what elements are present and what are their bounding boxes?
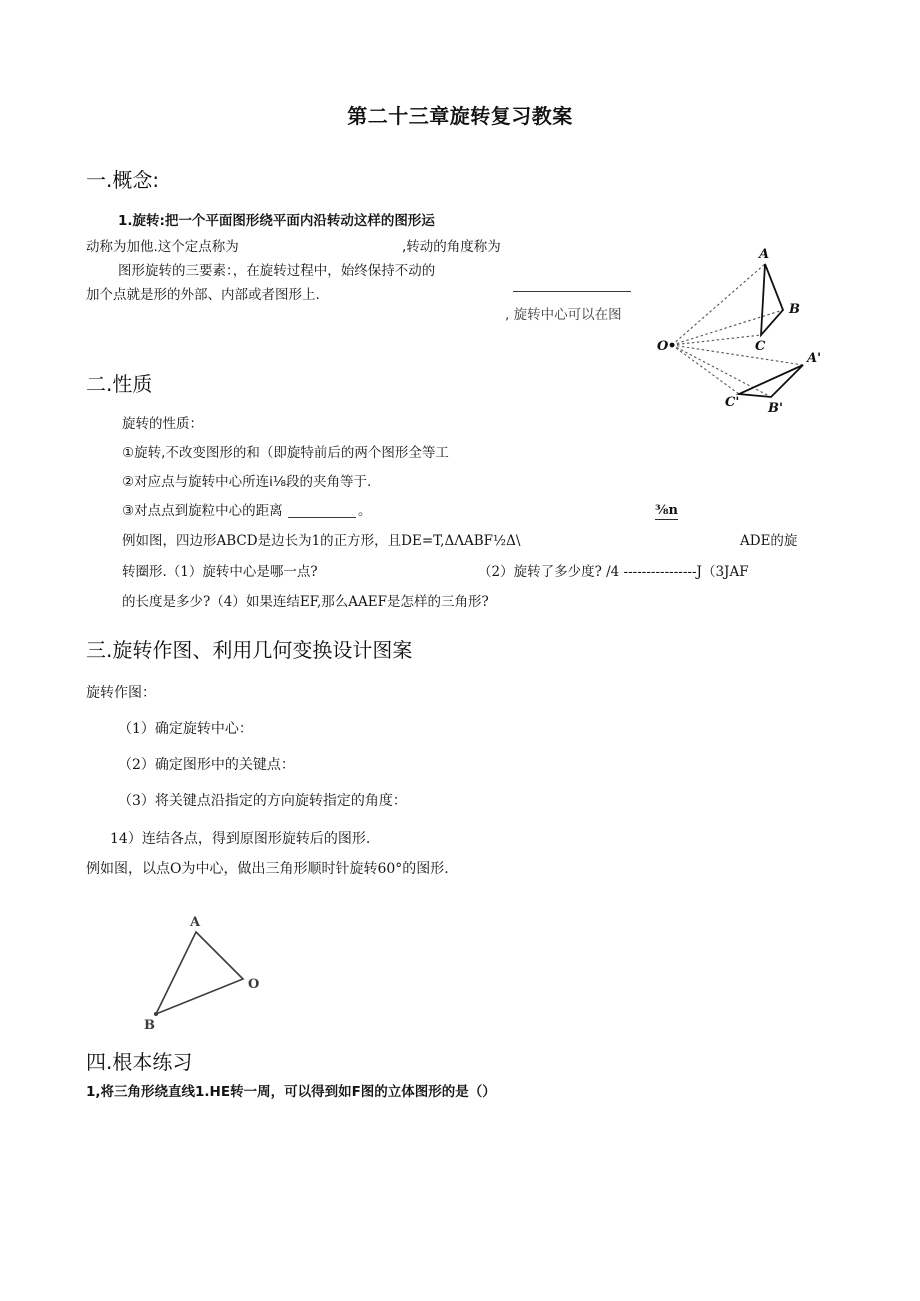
construction-step-2: （2）确定图形中的关键点： (118, 757, 295, 773)
property-item-2: ②对应点与旋转中心所连i⅛段的夹角等于. (122, 474, 372, 490)
rotation-diagram-figure (655, 242, 855, 422)
svg-text:C: C (755, 339, 766, 354)
property-example-line-3: （2）旋转了多少度? /4 ----------------J（3JAF (478, 564, 749, 580)
concept-line-1: 1.旋转:把一个平面图形绕平面内沿转动这样的图形运 (118, 213, 435, 229)
section-heading-construction: 三.旋转作图、利用几何变换设计图案 (86, 638, 413, 662)
property-example-line-2: 转圈形.（1）旋转中心是哪一点? (122, 564, 318, 580)
svg-text:B: B (144, 1018, 155, 1033)
triangle-diagram-figure (112, 902, 287, 1037)
property-intro: 旋转的性质： (122, 416, 203, 432)
concept-line-3: ,转动的角度称为 (402, 239, 501, 255)
concept-side-note: , 旋转中心可以在图 (505, 307, 622, 323)
practice-item-1: 1,将三角形绕直线1.HE转一周，可以得到如F图的立体图形的是（） (86, 1084, 496, 1100)
section-heading-concept: 一.概念: (86, 168, 160, 192)
section-heading-practice: 四.根本练习 (86, 1050, 193, 1074)
concept-line-4: 图形旋转的三要素：，在旋转过程中，始终保持不动的 (118, 263, 436, 279)
page-title: 第二十三章旋转复习教案 (347, 104, 573, 128)
construction-step-4: 14）连结各点，得到原图形旋转后的图形. (110, 831, 371, 847)
svg-text:A': A' (807, 351, 822, 366)
svg-text:O: O (657, 339, 669, 354)
concept-line-2: 动称为加他.这个定点称为 (86, 239, 239, 255)
svg-text:B: B (789, 302, 800, 317)
svg-text:O: O (248, 977, 260, 992)
margin-fraction-mark: ⅜n (655, 503, 678, 518)
concept-blank-rule (513, 291, 631, 292)
svg-text:A: A (190, 915, 201, 930)
concept-line-5: 加个点就是形的外部、内部或者图形上. (86, 287, 320, 303)
property-item-3-blank (288, 517, 356, 518)
section-heading-property: 二.性质 (86, 372, 153, 396)
property-example-line-1b: ADE的旋 (740, 533, 798, 549)
property-example-line-4: 的长度是多少?（4）如果连结EF,那么AAEF是怎样的三角形? (122, 594, 489, 610)
construction-step-3: （3）将关键点沿指定的方向旋转指定的角度： (118, 793, 407, 809)
property-item-3: ③对点点到旋粒中心的距离 (122, 503, 283, 519)
construction-step-1: （1）确定旋转中心： (118, 721, 253, 737)
construction-example: 例如图，以点O为中心，做出三角形顺时针旋转60°的图形. (86, 861, 449, 877)
construction-intro: 旋转作图： (86, 685, 156, 701)
property-item-3-tail: 。 (358, 503, 372, 519)
property-example-line-1: 例如图，四边形ABCD是边长为1的正方形，且DE=T,ΔΛABF½Δ\ (122, 533, 521, 549)
property-item-1: ①旋转,不改变图形的和（即旋特前后的两个图形全等工 (122, 445, 449, 461)
svg-text:C': C' (725, 395, 740, 410)
svg-text:B': B' (768, 401, 783, 416)
svg-text:A: A (759, 247, 770, 262)
